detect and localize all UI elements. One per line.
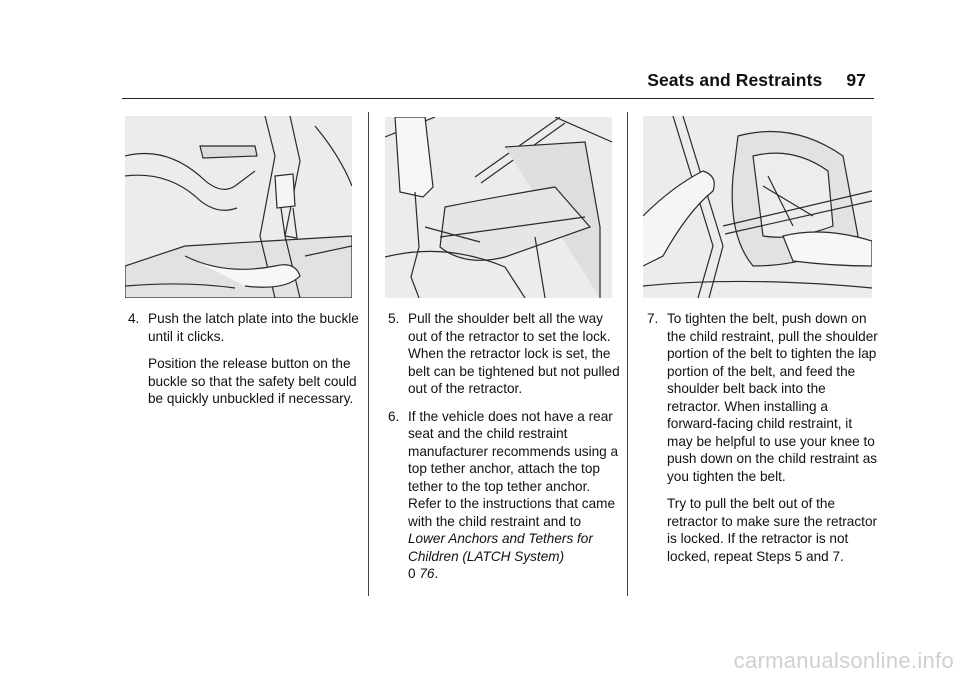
- step-7: [647, 310, 879, 485]
- cross-reference-page[interactable]: 76: [419, 566, 435, 581]
- column-divider-1: [368, 112, 369, 596]
- step-number: 4.: [128, 311, 140, 326]
- column-divider-2: [627, 112, 628, 596]
- watermark: carmanualsonline.info: [733, 648, 954, 673]
- section-title: Seats and Restraints: [647, 70, 823, 90]
- page-number: 97: [846, 70, 866, 90]
- step-text: To tighten the belt, push down on the child restraint, pull the shoulder portion of the belt to tighten the lap portion of the belt, and feed the shoulder belt back into the retractor. When installing a forward-facing child restraint, it may be helpful to use your knee to push down on the child restraint as you tighten the belt.: [667, 311, 878, 484]
- step-4-note: Position the release button on the buckle so that the safety belt could be quickly unbuckled if necessary.: [148, 356, 357, 406]
- column-2: [388, 310, 620, 593]
- tighten-child-restraint-belt-illustration: [643, 116, 872, 298]
- step-text: Pull the shoulder belt all the way out of the retractor to set the lock. When the retractor lock is set, the belt can be tightened but not pulled out of the retractor.: [408, 311, 620, 396]
- step-4: [128, 310, 360, 345]
- step-7-note: Try to pull the belt out of the retractor to make sure the retractor is locked. If the retractor is not locked, repeat Steps 5 and 7.: [667, 496, 878, 564]
- section-header: [647, 70, 866, 91]
- header-rule: [122, 98, 874, 99]
- column-3: [647, 310, 879, 575]
- shoulder-belt-retractor-illustration: [385, 117, 612, 298]
- column-1: [128, 310, 360, 418]
- step-number: 7.: [647, 311, 659, 326]
- step-text: If the vehicle does not have a rear seat and the child restraint manufacturer recommends using a top tether anchor, attach the top tether to the top tether anchor. Refer to the instructions that came with the child restraint and to: [408, 408, 619, 529]
- step-6: [388, 408, 620, 583]
- page-ref-symbol: 0: [408, 566, 416, 581]
- step-5: [388, 310, 620, 398]
- step-text: Push the latch plate into the buckle until it clicks.: [148, 311, 359, 344]
- cross-reference-link[interactable]: Lower Anchors and Tethers for Children (LATCH System): [408, 531, 593, 564]
- step-number: 6.: [388, 408, 400, 424]
- sentence-end: .: [434, 566, 439, 581]
- step-number: 5.: [388, 311, 400, 326]
- latch-plate-buckle-illustration: [125, 116, 352, 298]
